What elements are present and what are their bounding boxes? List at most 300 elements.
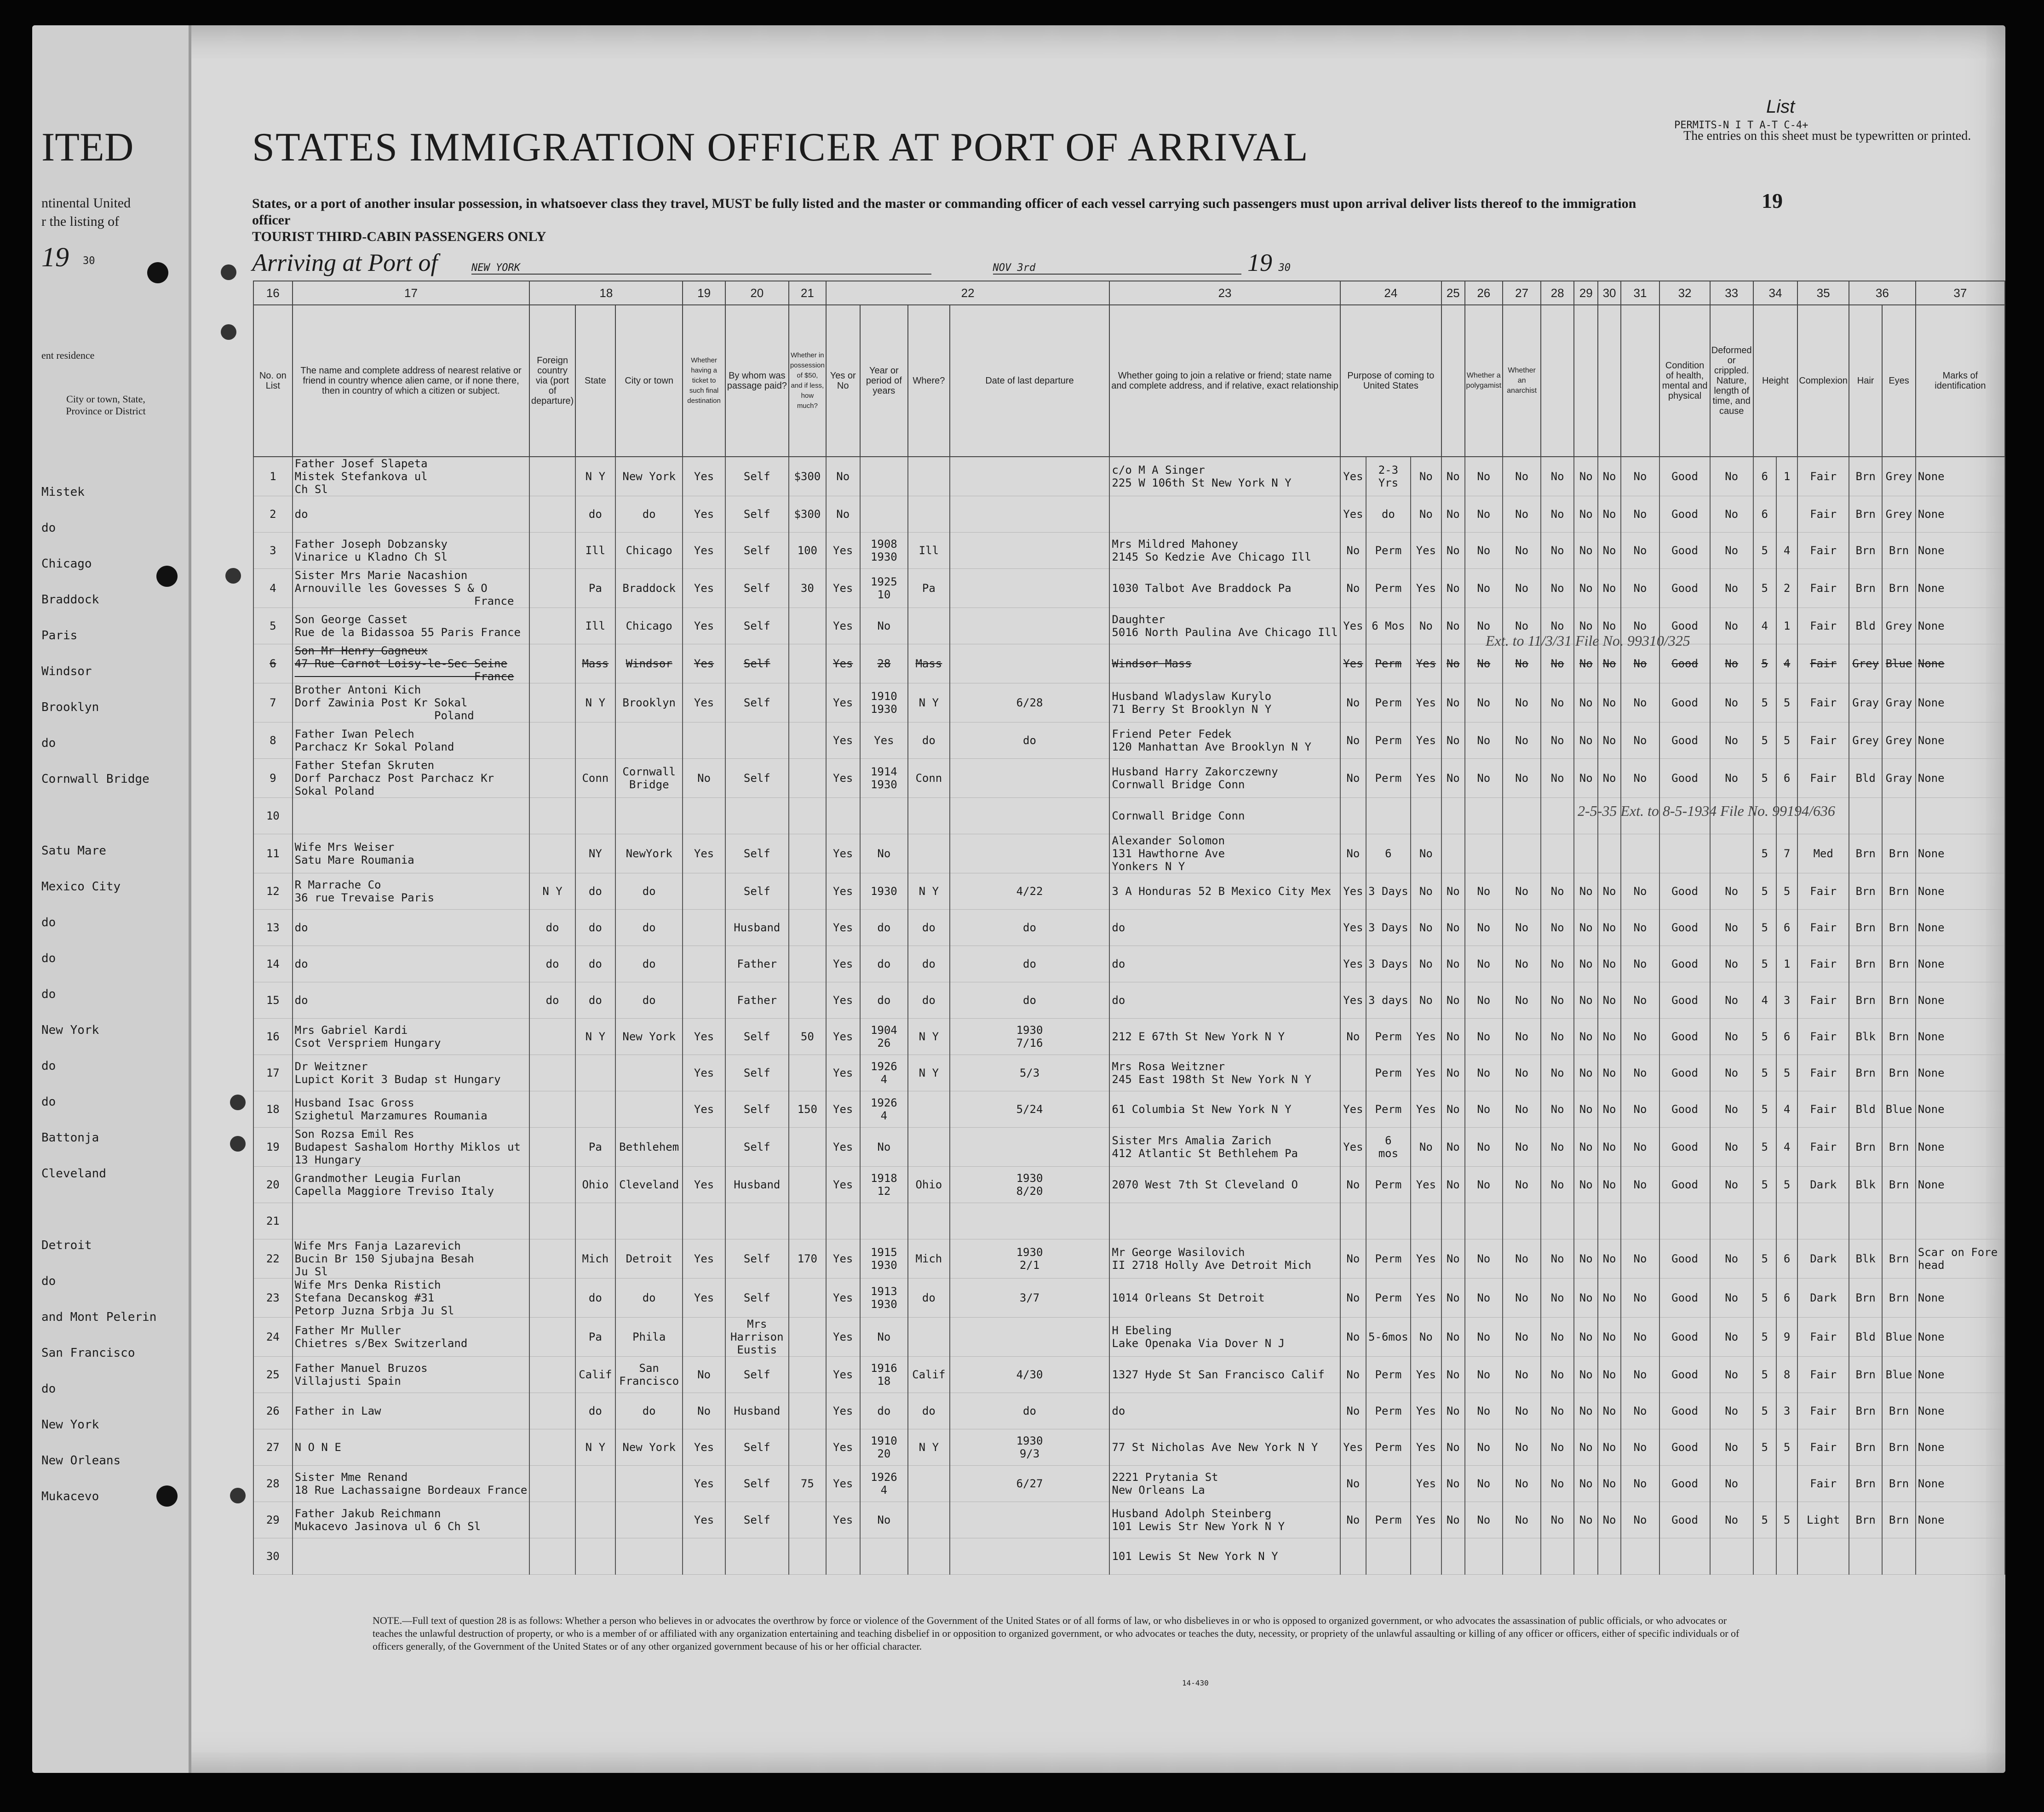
cell-c27: No [1503,1279,1541,1318]
cell-c25: No [1441,1167,1465,1203]
cell-c29: No [1574,1429,1598,1466]
cell-hr: Grey [1849,723,1882,759]
cell-wh [908,1318,949,1357]
cell-c25: No [1441,1466,1465,1502]
cell-c29: No [1574,1393,1598,1429]
cell-yr: 1915 1930 [860,1239,908,1279]
cell-dd [950,798,1110,834]
cell-c26: No [1465,1466,1503,1502]
cell-no: 23 [253,1279,293,1318]
cell-c25: No [1441,496,1465,533]
cell-p2 [1366,1203,1411,1239]
cell-p1 [1340,798,1366,834]
cell-m [789,608,826,644]
cell-def: No [1710,1019,1753,1055]
cell-mk: None [1916,644,2005,683]
cell-c29: No [1574,1466,1598,1502]
cell-rel [293,1538,530,1575]
cell-st: Calif [575,1357,615,1393]
cell-cond: Good [1659,496,1710,533]
cell-fc [529,457,575,496]
cell-p3: No [1411,982,1441,1019]
cell-c27: No [1503,759,1541,798]
cell-m: 50 [789,1019,826,1055]
cell-c30 [1598,834,1620,873]
cell-pp: Self [725,644,789,683]
cell-ey [1882,1538,1915,1575]
cell-rel: Father Iwan Pelech Parchacz Kr Sokal Poland [293,723,530,759]
cell-ey: Brn [1882,834,1915,873]
cell-st: Mass [575,644,615,683]
cell-c25: No [1441,982,1465,1019]
cell-join: 2221 Prytania St New Orleans La [1109,1466,1340,1502]
residence-entry: Cornwall Bridge [41,772,149,786]
cell-fc [529,1466,575,1502]
cell-p2: Perm [1366,1055,1411,1091]
cell-st [575,723,615,759]
cell-p2: Perm [1366,759,1411,798]
cell-in: 5 [1776,1167,1798,1203]
cell-st: Pa [575,1318,615,1357]
hdr-deformed: Deformed or crippled. Nature, length of time, and cause [1710,305,1753,457]
arriving-line [252,248,1291,277]
residence-entry: do [41,952,56,965]
cell-p3: No [1411,457,1441,496]
cell-no: 26 [253,1393,293,1429]
cell-no: 27 [253,1429,293,1466]
cell-ey: Grey [1882,496,1915,533]
cell-p2: 6 mos [1366,1128,1411,1167]
table-row [253,1091,2005,1128]
cell-rel: Son George Casset Rue de la Bidassoa 55 Paris France [293,608,530,644]
cell-cx: Fair [1797,1393,1849,1429]
cell-c28: No [1541,569,1574,608]
cell-def: No [1710,1466,1753,1502]
cell-tk: Yes [683,644,725,683]
cell-wh [908,1466,949,1502]
cell-tk [683,1128,725,1167]
cell-hr: Brn [1849,533,1882,569]
cell-in [1776,1538,1798,1575]
cell-c31: No [1621,1239,1660,1279]
cell-cx: Fair [1797,1019,1849,1055]
cell-p3: Yes [1411,1167,1441,1203]
cell-in [1776,1203,1798,1239]
col-num-23: 23 [1109,281,1340,305]
table-row [253,1128,2005,1167]
cell-pp: Self [725,533,789,569]
binder-hole [147,262,168,283]
cell-wh: Conn [908,759,949,798]
cell-cx: Fair [1797,873,1849,910]
col-num-18: 18 [529,281,683,305]
cell-mk: None [1916,873,2005,910]
table-row [253,569,2005,608]
cell-yr: Yes [860,723,908,759]
cell-city: do [615,1393,683,1429]
cell-c27: No [1503,1019,1541,1055]
cell-yr: 1914 1930 [860,759,908,798]
cell-mk: None [1916,1055,2005,1091]
cell-c28: No [1541,1466,1574,1502]
cell-ey: Brn [1882,982,1915,1019]
cell-c27: No [1503,496,1541,533]
cell-m [789,644,826,683]
cell-dd [950,496,1110,533]
cell-p3: No [1411,1318,1441,1357]
cell-mk: None [1916,1279,2005,1318]
cell-def: No [1710,1239,1753,1279]
cell-dd: 1930 8/20 [950,1167,1110,1203]
cell-c25: No [1441,1055,1465,1091]
cell-city: do [615,1279,683,1318]
cell-c31: No [1621,1318,1660,1357]
cell-hr: Blk [1849,1239,1882,1279]
year-prefix: 19 [1247,249,1272,276]
cell-in: 5 [1776,1502,1798,1538]
cell-dd: do [950,910,1110,946]
cell-ey [1882,1203,1915,1239]
cell-c27 [1503,798,1541,834]
cell-st: N Y [575,457,615,496]
cell-ft [1753,1466,1776,1502]
cell-no: 4 [253,569,293,608]
cell-mk: None [1916,683,2005,723]
cell-hr: Brn [1849,1128,1882,1167]
cell-m [789,1502,826,1538]
cell-p3 [1411,798,1441,834]
hdr-col-30 [1598,305,1620,457]
cell-c27: No [1503,946,1541,982]
cell-hr: Brn [1849,910,1882,946]
cell-mk: None [1916,910,2005,946]
cell-hr [1849,798,1882,834]
cell-m [789,1393,826,1429]
cell-cond: Good [1659,946,1710,982]
cell-c31: No [1621,1357,1660,1393]
cell-st: N Y [575,683,615,723]
cell-c29: No [1574,1091,1598,1128]
cell-in: 3 [1776,982,1798,1019]
sheet-number: 19 [1762,189,1783,212]
cell-mk: None [1916,1128,2005,1167]
cell-dd [950,1502,1110,1538]
cell-ey: Brn [1882,533,1915,569]
cell-p1: Yes [1340,644,1366,683]
previous-page-strip [32,25,191,1773]
cell-pp: Father [725,982,789,1019]
cell-pp [725,798,789,834]
cell-c29 [1574,1538,1598,1575]
cell-c30: No [1598,759,1620,798]
cell-cond: Good [1659,683,1710,723]
cell-p3: Yes [1411,1019,1441,1055]
cell-mk [1916,798,2005,834]
cell-p3: Yes [1411,1055,1441,1091]
cell-p3: Yes [1411,533,1441,569]
cell-no: 7 [253,683,293,723]
cell-c29: No [1574,1167,1598,1203]
cell-c30: No [1598,1019,1620,1055]
cell-c28 [1541,1203,1574,1239]
cell-dd: do [950,1393,1110,1429]
cell-dd: 4/22 [950,873,1110,910]
cell-yr: 1925 10 [860,569,908,608]
cell-p2: Perm [1366,569,1411,608]
cell-ft: 5 [1753,946,1776,982]
cell-in: 6 [1776,910,1798,946]
cell-in: 9 [1776,1318,1798,1357]
cell-rel: Son Rozsa Emil Res Budapest Sashalom Horthy Miklos ut 13 Hungary [293,1128,530,1167]
cell-wh: Ill [908,533,949,569]
cell-pp: Self [725,496,789,533]
cell-cond [1659,834,1710,873]
cell-st: Pa [575,569,615,608]
cell-c27: No [1503,1128,1541,1167]
cell-no: 6 [253,644,293,683]
cell-def: No [1710,1128,1753,1167]
cell-join [1109,1203,1340,1239]
cell-yn [826,1538,860,1575]
cell-wh [908,1502,949,1538]
cell-fc: do [529,982,575,1019]
cell-yr: 28 [860,644,908,683]
cell-c25: No [1441,1091,1465,1128]
cell-join: 2070 West 7th St Cleveland O [1109,1167,1340,1203]
cell-join: Friend Peter Fedek 120 Manhattan Ave Brooklyn N Y [1109,723,1340,759]
cell-city: NewYork [615,834,683,873]
cell-city: Cornwall Bridge [615,759,683,798]
residence-entry: Detroit [41,1239,92,1252]
cell-m [789,982,826,1019]
residence-entry: do [41,1059,56,1073]
cell-cx: Fair [1797,533,1849,569]
cell-fc [529,1279,575,1318]
cell-pp: Self [725,569,789,608]
cell-c27 [1503,1538,1541,1575]
cell-c26: No [1465,910,1503,946]
cell-in [1776,496,1798,533]
cell-c30: No [1598,644,1620,683]
cell-c28: No [1541,608,1574,644]
cell-c25 [1441,834,1465,873]
cell-yr: 1910 1930 [860,683,908,723]
cell-join: do [1109,1393,1340,1429]
cell-p2: Perm [1366,1357,1411,1393]
cell-wh: Mich [908,1239,949,1279]
cell-c26: No [1465,1429,1503,1466]
typewritten-note: The entries on this sheet must be typewritten or printed. [1683,129,1971,143]
cell-cond: Good [1659,1055,1710,1091]
hdr-col-25 [1441,305,1465,457]
cell-def [1710,1538,1753,1575]
cell-wh: Calif [908,1357,949,1393]
cell-tk: Yes [683,1429,725,1466]
cell-join: 77 St Nicholas Ave New York N Y [1109,1429,1340,1466]
extension-annotation-1: Ext. to 11/3/31 File No. 99310/325 [1486,632,1690,649]
cell-dd [950,569,1110,608]
cell-c26: No [1465,1318,1503,1357]
cell-p2: Perm [1366,1167,1411,1203]
cell-c27: No [1503,1091,1541,1128]
table-row [253,1019,2005,1055]
cell-c28: No [1541,1128,1574,1167]
cell-ft: 5 [1753,1393,1776,1429]
cell-cx: Med [1797,834,1849,873]
cell-tk: No [683,1393,725,1429]
cell-c29: No [1574,1357,1598,1393]
cell-yn: Yes [826,759,860,798]
cell-dd: 4/30 [950,1357,1110,1393]
cell-tk [683,910,725,946]
col-num-36: 36 [1849,281,1916,305]
table-row [253,910,2005,946]
cell-cx: Fair [1797,1357,1849,1393]
cell-dd: 6/27 [950,1466,1110,1502]
cell-c26: No [1465,946,1503,982]
cell-c30: No [1598,982,1620,1019]
cell-no: 18 [253,1091,293,1128]
cell-st [575,1502,615,1538]
cell-p1: Yes [1340,608,1366,644]
cell-yn: Yes [826,910,860,946]
cell-c31: No [1621,1429,1660,1466]
cell-in: 5 [1776,1429,1798,1466]
cell-c25: No [1441,1279,1465,1318]
cell-m [789,1279,826,1318]
cell-yn: Yes [826,683,860,723]
cell-c25: No [1441,723,1465,759]
cell-p3 [1411,1538,1441,1575]
cell-city [615,1091,683,1128]
cell-c27 [1503,834,1541,873]
cell-def: No [1710,1429,1753,1466]
cell-p3: Yes [1411,759,1441,798]
cell-yn: Yes [826,873,860,910]
cell-c27 [1503,1203,1541,1239]
cell-c27: No [1503,723,1541,759]
cell-def: No [1710,1167,1753,1203]
cell-cx: Fair [1797,683,1849,723]
cell-rel: Father Joseph Dobzansky Vinarice u Kladno Ch Sl [293,533,530,569]
cell-rel: Son Mr Henry Gagneux 47 Rue Carnot Loisy-le-Sec Seine France [293,644,530,683]
cell-dd [950,1128,1110,1167]
cell-in: 6 [1776,1019,1798,1055]
cell-hr: Blk [1849,1019,1882,1055]
cell-join: Mrs Rosa Weitzner 245 East 198th St New York N Y [1109,1055,1340,1091]
cell-rel: Father Mr Muller Chietres s/Bex Switzerland [293,1318,530,1357]
cell-c26: No [1465,457,1503,496]
cell-c26 [1465,834,1503,873]
hdr-yes-no: Yes or No [826,305,860,457]
cell-mk: None [1916,1019,2005,1055]
cell-c28: No [1541,1429,1574,1466]
cell-ft: 5 [1753,1279,1776,1318]
cell-yn: Yes [826,1128,860,1167]
cell-city: Braddock [615,569,683,608]
hdr-eyes: Eyes [1882,305,1915,457]
cell-p2: 6 Mos [1366,608,1411,644]
cell-dd: 5/3 [950,1055,1110,1091]
cell-cond: Good [1659,1393,1710,1429]
cell-p2: 3 Days [1366,946,1411,982]
cell-p1: No [1340,1279,1366,1318]
cell-fc [529,1393,575,1429]
cell-hr [1849,1203,1882,1239]
cell-cond [1659,1203,1710,1239]
cell-join: c/o M A Singer 225 W 106th St New York N Y [1109,457,1340,496]
cell-c30: No [1598,496,1620,533]
cell-join: 212 E 67th St New York N Y [1109,1019,1340,1055]
year-suffix: 30 [1278,262,1291,274]
cell-rel: Sister Mme Renand 18 Rue Lachassaigne Bordeaux France [293,1466,530,1502]
cell-no: 28 [253,1466,293,1502]
cell-c28 [1541,1538,1574,1575]
cell-c27: No [1503,457,1541,496]
cell-dd [950,644,1110,683]
cell-c27: No [1503,982,1541,1019]
cell-rel: do [293,496,530,533]
cell-c31: No [1621,533,1660,569]
col-num-33: 33 [1710,281,1753,305]
cell-no: 16 [253,1019,293,1055]
instructions [252,195,1678,245]
cell-dd: do [950,723,1110,759]
cell-m [789,1055,826,1091]
cell-m: 100 [789,533,826,569]
cell-cond: Good [1659,1502,1710,1538]
cell-hr: Grey [1849,644,1882,683]
cell-pp [725,1538,789,1575]
cell-rel: Dr Weitzner Lupict Korit 3 Budap st Hungary [293,1055,530,1091]
cell-ey: Blue [1882,1357,1915,1393]
cell-city: Chicago [615,533,683,569]
fragment-title: ITED [41,125,134,170]
cell-join: 61 Columbia St New York N Y [1109,1091,1340,1128]
cell-rel: Father Stefan Skruten Dorf Parchacz Post Parchacz Kr Sokal Poland [293,759,530,798]
cell-fc [529,683,575,723]
cell-mk [1916,1203,2005,1239]
cell-dd [950,834,1110,873]
cell-c29: No [1574,644,1598,683]
cell-p1: No [1340,834,1366,873]
cell-c30: No [1598,457,1620,496]
cell-mk: None [1916,982,2005,1019]
cell-p1: Yes [1340,982,1366,1019]
cell-c31: No [1621,723,1660,759]
col-num-28: 28 [1541,281,1574,305]
cell-yr: 1904 26 [860,1019,908,1055]
cell-join: Alexander Solomon 131 Hawthorne Ave Yonkers N Y [1109,834,1340,873]
footnote: NOTE.—Full text of question 28 is as follows: Whether a person who believes in or advocates the overthrow by force or violence of the Government of the United States or of all forms of law, or who disbelieves in or who is opposed to organized government, or who advocates the assassination of public officials, or who advocates or teaches the unlawful destruction of property, or who is a member of or affiliated with any organization entertaining and teaching disbelief in or opposition to organized government, or who advocates or teaches the duty, necessity, or propriety of the unlawful assaulting or killing of any officer or officers, either of specific individuals or of officers generally, of the Government of the United States or of any other organized government because of his or her official character. [373,1615,1740,1652]
cell-yn: Yes [826,1393,860,1429]
cell-c26: No [1465,759,1503,798]
cell-tk [683,946,725,982]
cell-rel: Grandmother Leugia Furlan Capella Maggiore Treviso Italy [293,1167,530,1203]
cell-wh [908,457,949,496]
cell-p2 [1366,798,1411,834]
cell-c25 [1441,1203,1465,1239]
cell-no: 8 [253,723,293,759]
cell-def: No [1710,533,1753,569]
cell-c29: No [1574,1019,1598,1055]
cell-st: Ill [575,608,615,644]
cell-cond: Good [1659,1167,1710,1203]
residence-entry: Mukacevo [41,1490,99,1503]
cell-c31: No [1621,873,1660,910]
cell-p3: Yes [1411,1466,1441,1502]
cell-c30: No [1598,1167,1620,1203]
